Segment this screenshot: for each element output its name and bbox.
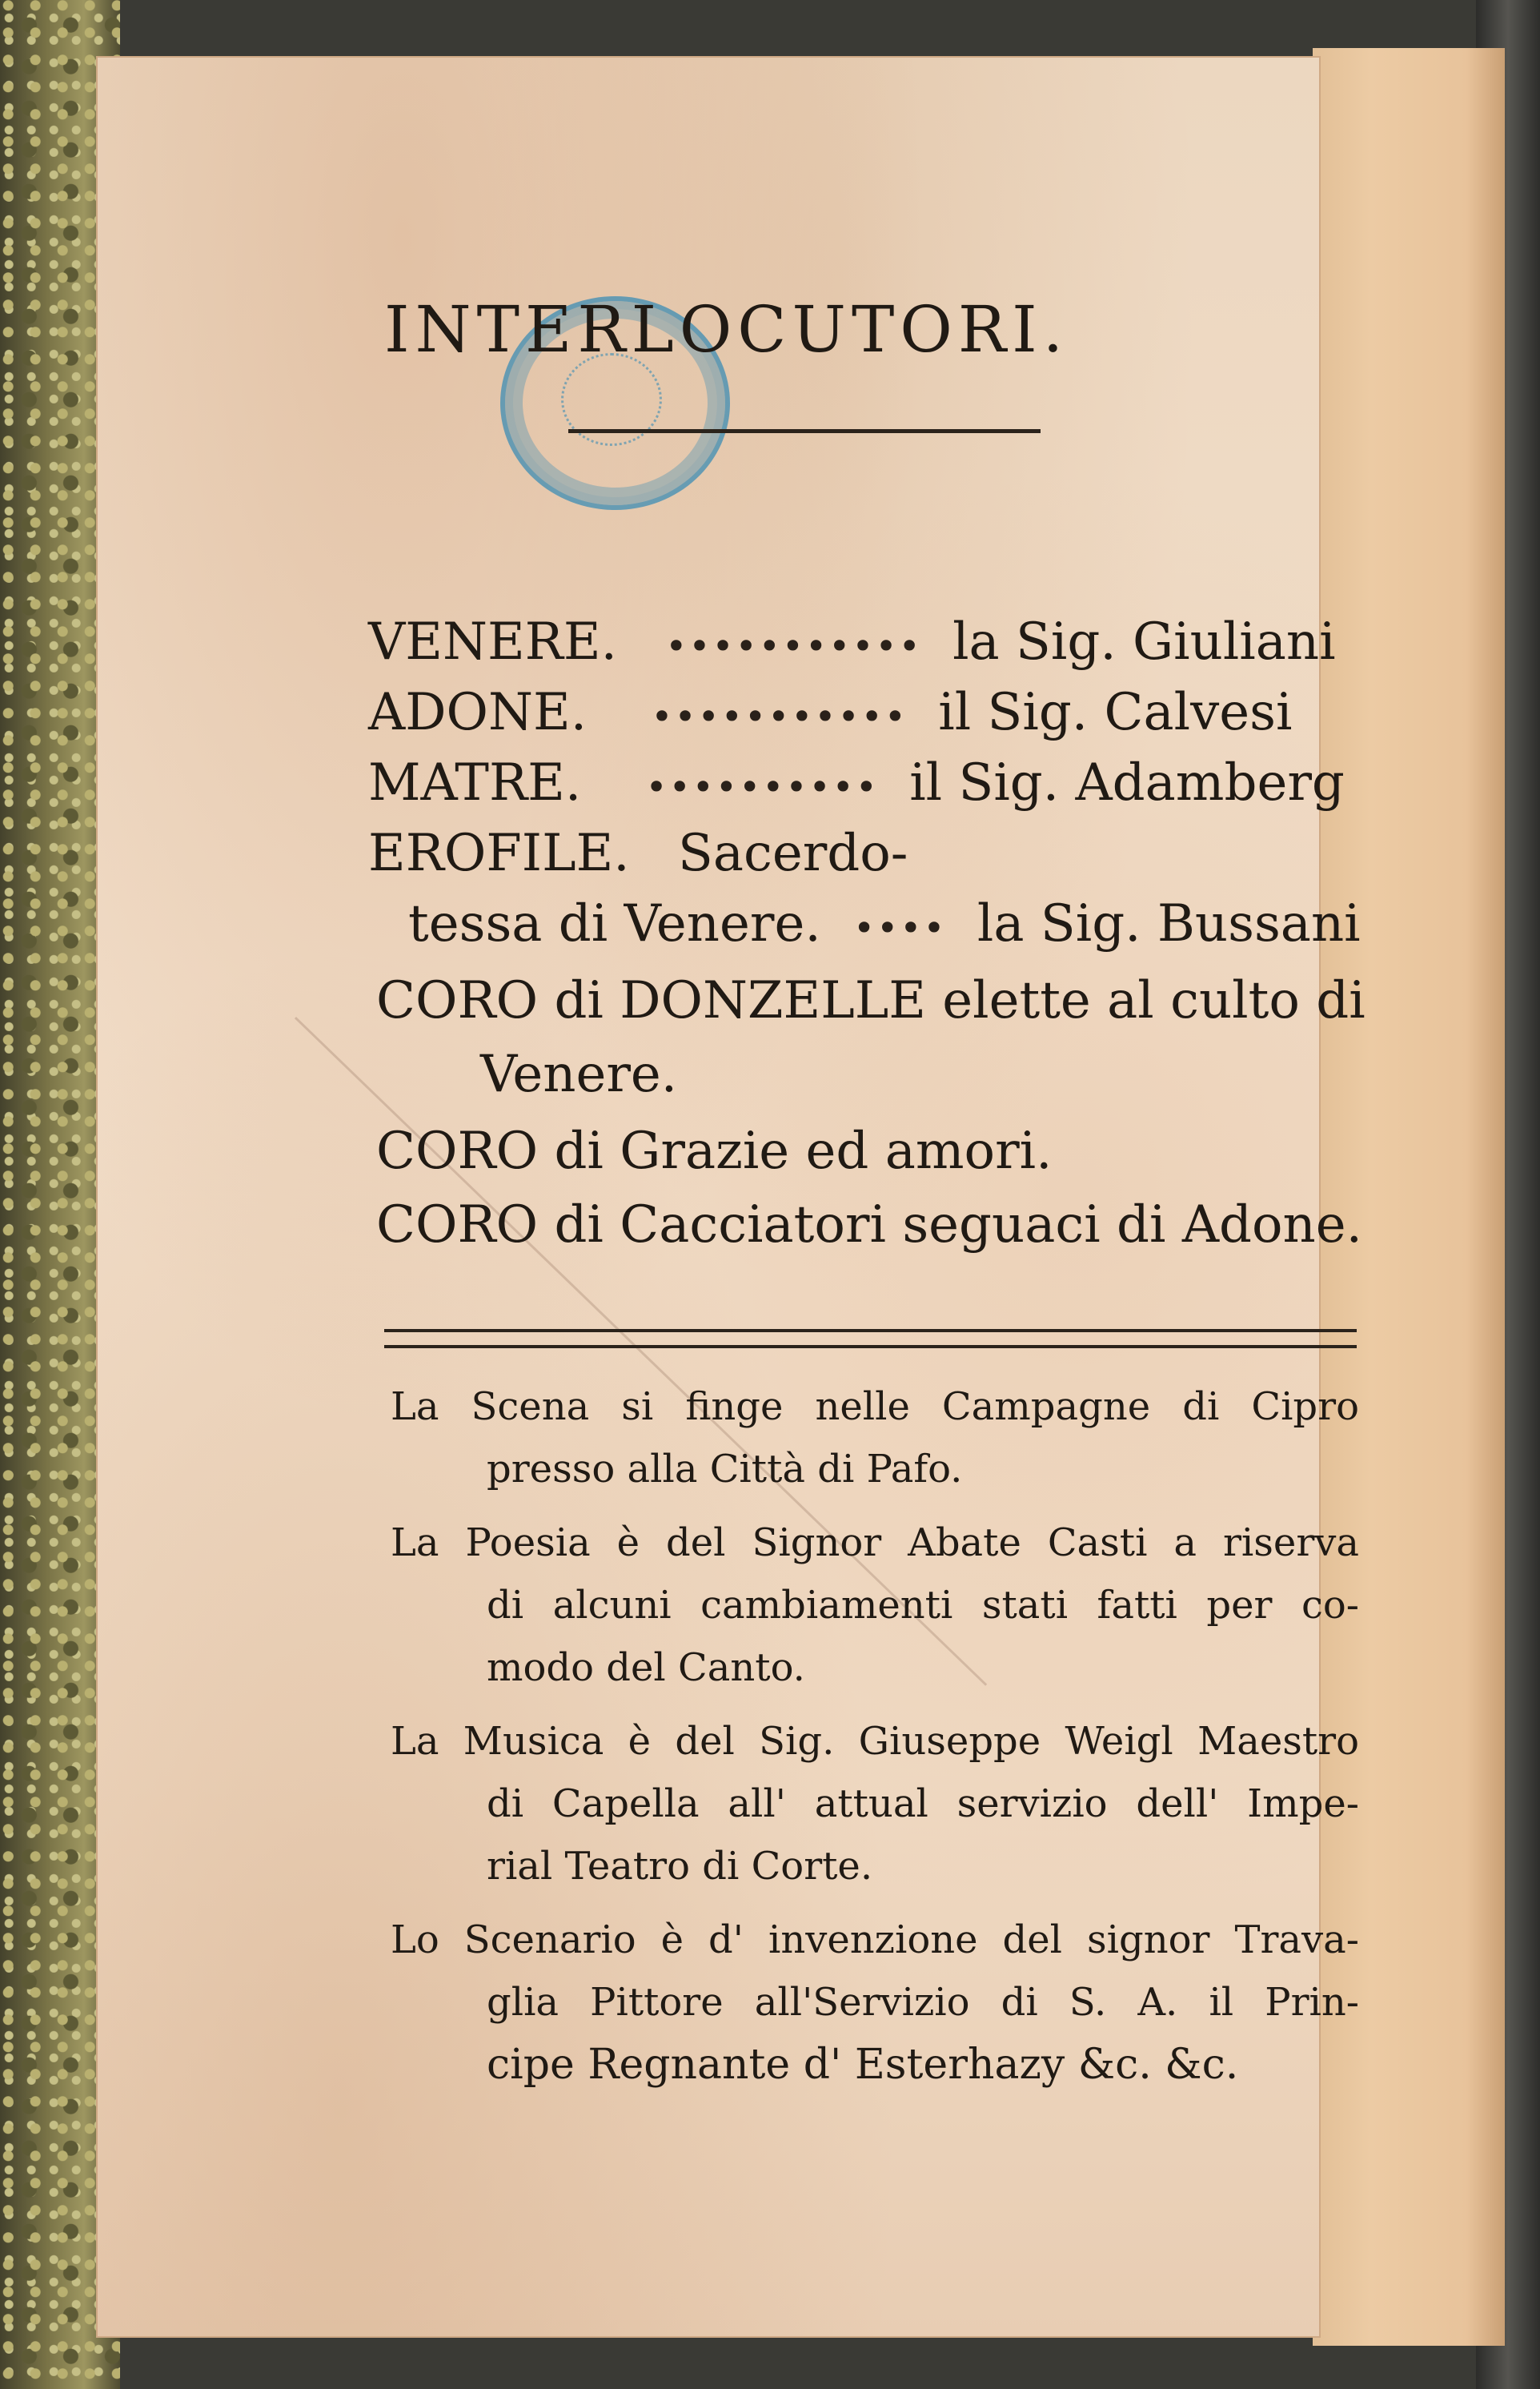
note-music bbox=[391, 1710, 1359, 1897]
leader-dots: •••• bbox=[853, 905, 947, 950]
cast-role: tessa di Venere. bbox=[408, 894, 821, 954]
cast-role: MATRE. bbox=[368, 753, 582, 813]
title-rule bbox=[568, 429, 1041, 433]
cast-description: Sacerdo- bbox=[677, 824, 908, 883]
book-page bbox=[96, 56, 1366, 2338]
leader-dots: ••••••••••• bbox=[665, 624, 922, 668]
leader-dots: ••••••••••• bbox=[651, 694, 908, 738]
cast-role: EROFILE. bbox=[368, 824, 630, 883]
cast-row-adone bbox=[368, 683, 1393, 742]
cast-row-matre bbox=[368, 753, 1393, 813]
page-title: INTERLOCUTORI. bbox=[384, 292, 1069, 367]
cast-row-erofile-cont bbox=[408, 894, 1433, 954]
cast-singer: il Sig. Calvesi bbox=[938, 683, 1293, 742]
leader-dots: •••••••••• bbox=[645, 765, 879, 809]
cast-row-coro-donzelle-cont bbox=[480, 1045, 1505, 1104]
note-line: di alcuni cambiamenti stati fatti per co- bbox=[487, 1583, 1359, 1628]
cast-row-venere bbox=[368, 612, 1393, 672]
note-scene bbox=[391, 1375, 1359, 1500]
note-line: Lo Scenario è d' invenzione del signor Trava- bbox=[391, 1917, 1359, 1962]
note-poetry bbox=[391, 1512, 1359, 1699]
note-line: La Scena si finge nelle Campagne di Cipro bbox=[391, 1384, 1359, 1429]
cast-role: VENERE. bbox=[368, 612, 617, 672]
cast-role: Venere. bbox=[480, 1045, 678, 1104]
note-line: La Poesia è del Signor Abate Casti a riserva bbox=[391, 1520, 1359, 1565]
cast-row-coro-cacciatori bbox=[376, 1195, 1401, 1255]
note-line: di Capella all' attual servizio dell' Impe- bbox=[487, 1781, 1359, 1826]
cast-singer: il Sig. Adamberg bbox=[909, 753, 1345, 813]
cast-singer: la Sig. Giuliani bbox=[952, 612, 1336, 672]
note-line: La Musica è del Sig. Giuseppe Weigl Maestro bbox=[391, 1719, 1359, 1764]
cast-row-coro-donzelle bbox=[376, 971, 1401, 1030]
cast-role: CORO di DONZELLE elette al culto di bbox=[376, 971, 1366, 1030]
note-line: cipe Regnante d' Esterhazy &c. &c. bbox=[487, 2041, 1239, 2089]
cast-role: CORO di Cacciatori seguaci di Adone. bbox=[376, 1195, 1362, 1255]
note-line: presso alla Città di Pafo. bbox=[487, 1447, 963, 1492]
note-line: glia Pittore all'Servizio di S. A. il Prin- bbox=[487, 1980, 1359, 2025]
cast-row-coro-grazie bbox=[376, 1122, 1401, 1181]
note-scenery bbox=[391, 1909, 1359, 2096]
section-rule-bottom bbox=[384, 1345, 1357, 1348]
note-line: modo del Canto. bbox=[487, 1645, 805, 1690]
cast-role: CORO di Grazie ed amori. bbox=[376, 1122, 1053, 1181]
note-line: rial Teatro di Corte. bbox=[487, 1844, 873, 1889]
section-rule-top bbox=[384, 1329, 1357, 1332]
cast-role: ADONE. bbox=[368, 683, 588, 742]
cast-row-erofile bbox=[368, 824, 1393, 883]
cast-singer: la Sig. Bussani bbox=[977, 894, 1361, 954]
